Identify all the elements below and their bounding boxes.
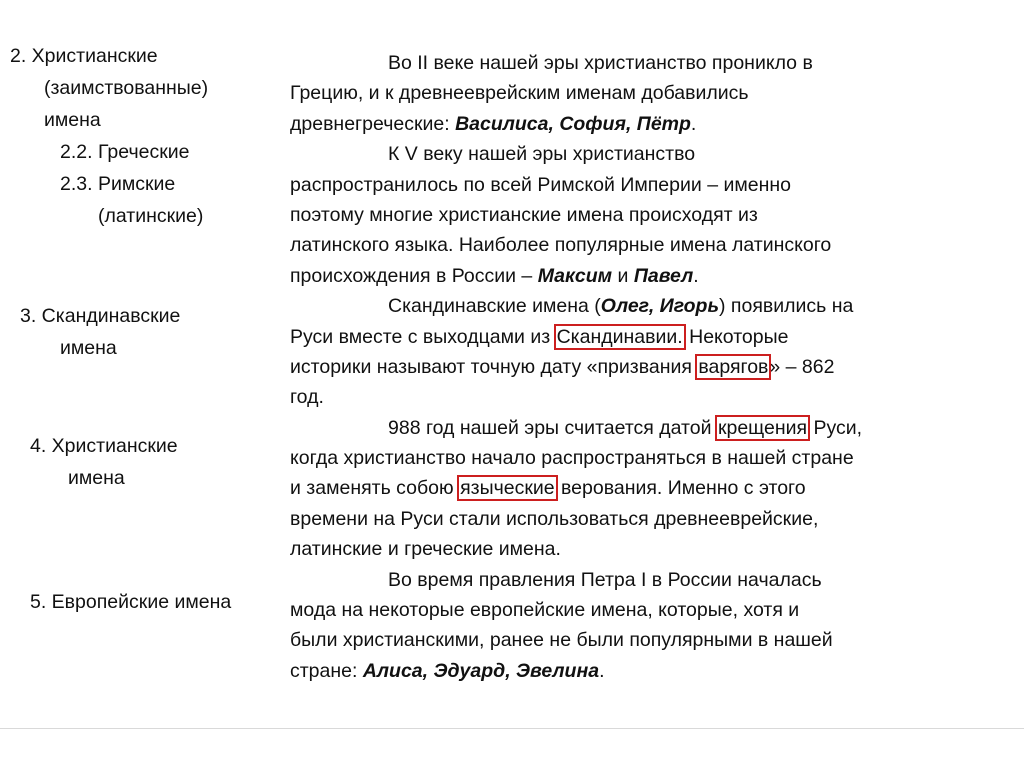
item-2-title-line-2: (заимствованные) — [44, 77, 209, 99]
p1-line-3-text: древнегреческие: — [290, 112, 456, 135]
european-names: Алиса, Эдуард, Эвелина — [362, 659, 600, 682]
highlight-baptism: крещения — [717, 416, 808, 439]
p5-line-3: были христианскими, ранее не были популярными в нашей — [290, 629, 833, 652]
item-2-sub-greek: 2.2. Греческие — [60, 141, 190, 163]
item-3-heading — [20, 300, 180, 364]
p3-line-3 — [290, 352, 980, 382]
item-4-line-2: имена — [68, 467, 125, 489]
p1-line-3 — [290, 109, 980, 139]
p2-line-2: распространилось по всей Римской Империи – именно — [290, 173, 791, 196]
item-2-sub-latin: (латинские) — [98, 205, 204, 227]
p2-line-4: латинского языка. Наиболее популярные имена латинского — [290, 234, 832, 257]
item-5-line-1: 5. Европейские имена — [30, 591, 232, 613]
p2-line-5-text: происхождения в России – — [290, 264, 538, 287]
p2-line-3: поэтому многие христианские имена происходят из — [290, 203, 758, 226]
item-4-line-1: 4. Христианские — [30, 435, 178, 457]
item-5-heading — [30, 586, 231, 618]
p4-line-1-text: 988 год нашей эры считается датой — [388, 416, 717, 439]
p3-line-2-end: Некоторые — [683, 325, 789, 348]
scandinavian-names: Олег, Игорь — [600, 295, 720, 318]
p3-line-2-text: Руси вместе с выходцами из — [290, 325, 556, 348]
p2-line-1: К V веку нашей эры христианство — [388, 143, 696, 166]
p3-line-2 — [290, 322, 980, 352]
item-3-line-1: 3. Скандинавские — [20, 305, 181, 327]
p1-line-3-end: . — [690, 112, 697, 135]
item-4-heading — [30, 430, 178, 494]
p4-line-4: времени на Руси стали использоваться древнееврейские, — [290, 507, 819, 530]
latin-name-maxim: Максим — [537, 264, 613, 287]
p3-line-4: год. — [290, 386, 324, 409]
p4-line-3-text: и заменять собою — [290, 477, 460, 500]
bottom-divider — [0, 728, 1024, 729]
p2-line-5 — [290, 261, 980, 291]
p4-line-3-end: верования. Именно с этого — [555, 477, 806, 500]
p5-line-4 — [290, 656, 980, 686]
highlight-scandinavia: Скандинавии. — [556, 325, 683, 348]
item-2-sub-roman: 2.3. Римские — [60, 173, 176, 195]
p1-line-2: Грецию, и к древнееврейским именам добавились — [290, 82, 749, 105]
item-2-title-line-1: 2. Христианские — [10, 45, 158, 67]
highlight-varangians: варягов — [698, 355, 769, 378]
p1-line-1: Во II веке нашей эры христианство проникло в — [388, 52, 813, 74]
p5-line-1: Во время правления Петра I в России началась — [388, 568, 822, 591]
highlight-pagan: языческие — [460, 477, 555, 500]
p4-line-3 — [290, 473, 980, 503]
greek-names: Василиса, София, Пётр — [455, 112, 691, 135]
item-2-title-line-3: имена — [44, 109, 101, 131]
p3-line-1-end: ) появились на — [719, 295, 854, 318]
p3-line-1 — [290, 291, 980, 321]
p5-line-4-end: . — [599, 659, 605, 682]
p3-line-3-text: историки называют точную дату «призвания — [290, 355, 698, 378]
p4-line-1 — [290, 413, 980, 443]
item-2-heading — [10, 40, 208, 232]
latin-name-pavel: Павел — [633, 264, 694, 287]
body-text — [290, 48, 980, 686]
p2-line-5-end: . — [693, 264, 699, 287]
item-3-line-2: имена — [60, 337, 117, 359]
p3-line-3-end: » – 862 — [769, 355, 835, 378]
p3-line-1-text: Скандинавские имена ( — [388, 295, 601, 318]
p4-line-2: когда христианство начало распространяться в нашей стране — [290, 447, 854, 470]
p5-line-2: мода на некоторые европейские имена, которые, хотя и — [290, 599, 800, 622]
p4-line-5: латинские и греческие имена. — [290, 538, 561, 561]
p4-line-1-end: Руси, — [808, 416, 863, 439]
p2-line-5-and: и — [612, 264, 634, 287]
p5-line-4-text: стране: — [290, 659, 363, 682]
